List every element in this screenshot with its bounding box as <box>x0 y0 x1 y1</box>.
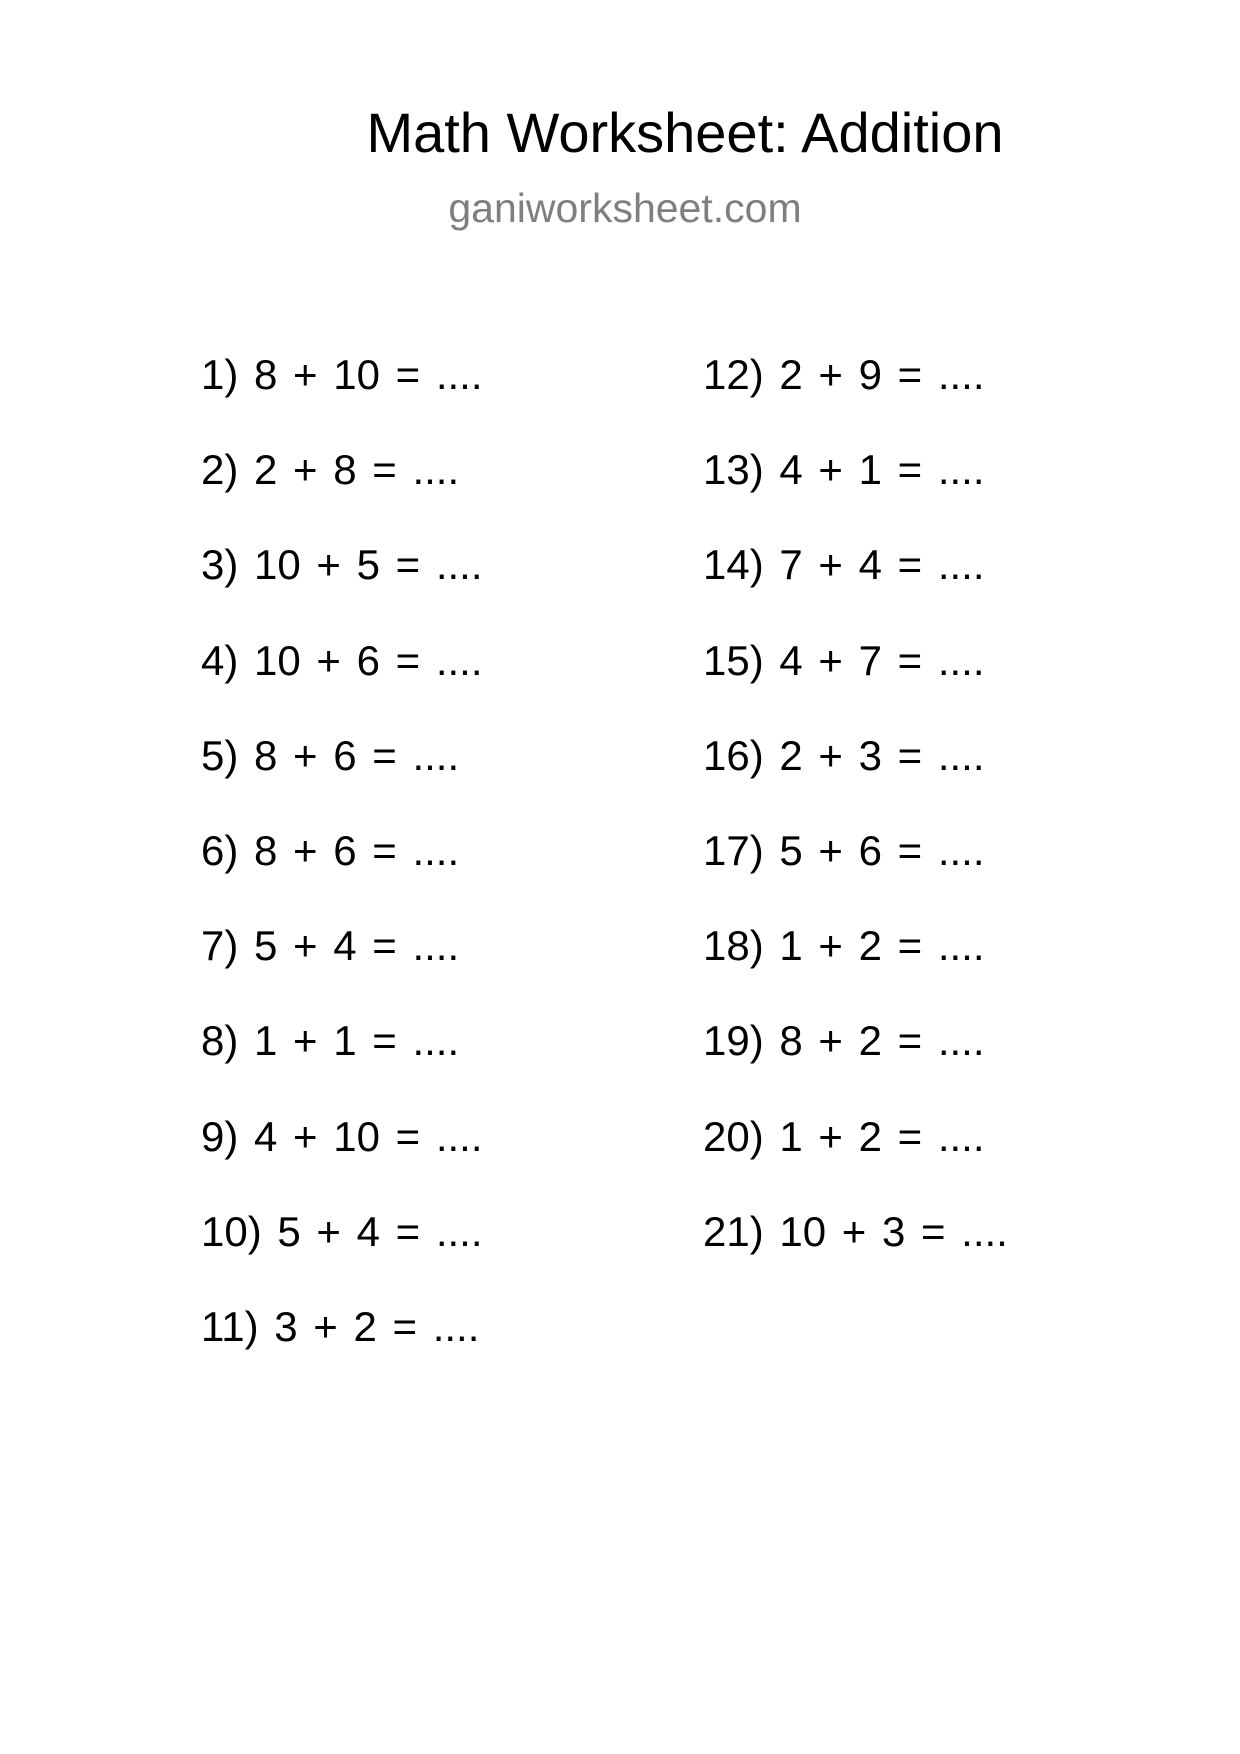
website-watermark: ganiworksheet.com <box>448 185 802 231</box>
problem-16: 16) 2 + 3 = .... <box>703 731 985 779</box>
problem-11: 11) 3 + 2 = .... <box>201 1302 480 1350</box>
problem-7: 7) 5 + 4 = .... <box>201 922 460 970</box>
problem-15: 15) 4 + 7 = .... <box>703 636 985 684</box>
problem-20: 20) 1 + 2 = .... <box>703 1112 985 1160</box>
worksheet-title: Math Worksheet: Addition <box>366 101 1004 164</box>
problem-5: 5) 8 + 6 = .... <box>201 731 460 779</box>
problem-17: 17) 5 + 6 = .... <box>703 826 985 874</box>
problems-column-right <box>703 350 1008 1302</box>
problem-21: 21) 10 + 3 = .... <box>703 1207 1008 1255</box>
problem-2: 2) 2 + 8 = .... <box>201 446 460 494</box>
problem-19: 19) 8 + 2 = .... <box>703 1017 985 1065</box>
problem-10: 10) 5 + 4 = .... <box>201 1207 483 1255</box>
problem-1: 1) 8 + 10 = .... <box>201 351 483 398</box>
problem-8: 8) 1 + 1 = .... <box>201 1017 460 1065</box>
problem-12: 12) 2 + 9 = .... <box>703 351 985 398</box>
problems-column-left <box>201 350 483 1397</box>
problem-13: 13) 4 + 1 = .... <box>703 446 985 494</box>
problem-18: 18) 1 + 2 = .... <box>703 922 985 970</box>
problem-4: 4) 10 + 6 = .... <box>201 636 483 684</box>
problem-6: 6) 8 + 6 = .... <box>201 826 460 874</box>
problem-9: 9) 4 + 10 = .... <box>201 1112 483 1160</box>
problem-14: 14) 7 + 4 = .... <box>703 541 985 589</box>
problem-3: 3) 10 + 5 = .... <box>201 541 483 589</box>
